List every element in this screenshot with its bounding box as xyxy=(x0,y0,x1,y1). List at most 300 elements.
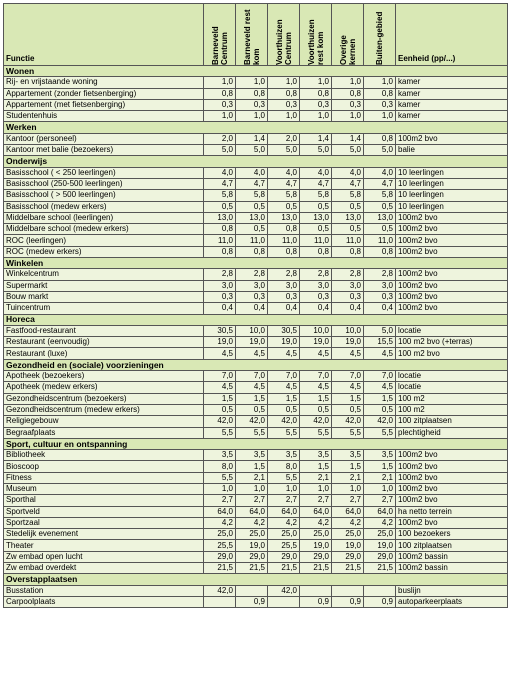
value-cell xyxy=(364,585,396,596)
value-cell: 4,0 xyxy=(204,167,236,178)
value-cell: 2,8 xyxy=(364,269,396,280)
value-cell: 1,5 xyxy=(236,461,268,472)
value-cell: 4,7 xyxy=(236,178,268,189)
value-cell: 3,5 xyxy=(364,450,396,461)
value-cell: 0,3 xyxy=(204,291,236,302)
value-cell: 0,8 xyxy=(268,224,300,235)
value-cell: 0,8 xyxy=(236,88,268,99)
table-row xyxy=(4,111,508,122)
value-cell: 0,3 xyxy=(364,99,396,110)
table-row xyxy=(4,88,508,99)
value-cell: 1,0 xyxy=(300,77,332,88)
column-header-buitengebied: Buiten-gebied xyxy=(364,4,396,66)
row-label: Kantoor (personeel) xyxy=(4,133,204,144)
row-label: Winkelcentrum xyxy=(4,269,204,280)
value-cell: 0,5 xyxy=(300,224,332,235)
row-label: Kantoor met balie (bezoekers) xyxy=(4,145,204,156)
value-cell: 3,5 xyxy=(204,450,236,461)
value-cell: 4,0 xyxy=(268,167,300,178)
value-cell: 4,5 xyxy=(300,382,332,393)
value-cell: 2,0 xyxy=(204,133,236,144)
row-label: Middelbare school (leerlingen) xyxy=(4,212,204,223)
value-cell: 0,3 xyxy=(364,291,396,302)
unit-cell: 100 m2 xyxy=(396,393,508,404)
value-cell: 42,0 xyxy=(268,416,300,427)
value-cell: 42,0 xyxy=(204,416,236,427)
value-cell: 0,3 xyxy=(300,291,332,302)
table-row xyxy=(4,291,508,302)
value-cell: 42,0 xyxy=(268,585,300,596)
unit-cell: buslijn xyxy=(396,585,508,596)
value-cell: 64,0 xyxy=(300,506,332,517)
value-cell: 0,5 xyxy=(332,404,364,415)
unit-cell: kamer xyxy=(396,111,508,122)
value-cell: 2,0 xyxy=(268,133,300,144)
table-row xyxy=(4,551,508,562)
column-header-overige-kernen: Overige kernen xyxy=(332,4,364,66)
row-label: Stedelijk evenement xyxy=(4,529,204,540)
value-cell: 4,5 xyxy=(364,348,396,359)
value-cell: 1,0 xyxy=(300,111,332,122)
unit-cell: 100 m2 bvo xyxy=(396,348,508,359)
section-title: Winkelen xyxy=(4,258,508,269)
table-row xyxy=(4,325,508,336)
row-label: Zw embad open lucht xyxy=(4,551,204,562)
value-cell: 4,0 xyxy=(300,167,332,178)
row-label: Fastfood-restaurant xyxy=(4,325,204,336)
value-cell: 42,0 xyxy=(236,416,268,427)
value-cell: 0,5 xyxy=(204,404,236,415)
unit-cell: 100m2 bassin xyxy=(396,563,508,574)
value-cell: 10,0 xyxy=(300,325,332,336)
row-label: Basisschool (medew erkers) xyxy=(4,201,204,212)
value-cell: 0,3 xyxy=(268,291,300,302)
value-cell: 5,8 xyxy=(364,190,396,201)
value-cell: 1,0 xyxy=(204,77,236,88)
value-cell: 5,5 xyxy=(268,472,300,483)
value-cell: 5,8 xyxy=(204,190,236,201)
value-cell: 0,9 xyxy=(364,596,396,607)
table-row xyxy=(4,269,508,280)
row-label: Zw embad overdekt xyxy=(4,563,204,574)
value-cell: 4,5 xyxy=(268,382,300,393)
value-cell: 21,5 xyxy=(300,563,332,574)
value-cell: 0,8 xyxy=(204,88,236,99)
value-cell: 64,0 xyxy=(204,506,236,517)
value-cell: 25,0 xyxy=(268,529,300,540)
value-cell xyxy=(236,585,268,596)
value-cell: 1,0 xyxy=(204,483,236,494)
value-cell: 0,8 xyxy=(364,246,396,257)
value-cell: 5,5 xyxy=(300,427,332,438)
value-cell: 42,0 xyxy=(364,416,396,427)
table-row xyxy=(4,371,508,382)
value-cell: 4,5 xyxy=(204,348,236,359)
value-cell: 5,8 xyxy=(300,190,332,201)
value-cell: 21,5 xyxy=(364,563,396,574)
value-cell: 4,5 xyxy=(364,382,396,393)
value-cell: 0,5 xyxy=(300,201,332,212)
value-cell: 4,7 xyxy=(204,178,236,189)
row-label: Middelbare school (medew erkers) xyxy=(4,224,204,235)
value-cell: 4,2 xyxy=(204,517,236,528)
unit-cell: 100m2 bvo xyxy=(396,269,508,280)
value-cell: 4,5 xyxy=(300,348,332,359)
unit-cell: 10 leerlingen xyxy=(396,178,508,189)
value-cell: 3,5 xyxy=(300,450,332,461)
value-cell: 5,0 xyxy=(364,145,396,156)
value-cell: 7,0 xyxy=(236,371,268,382)
value-cell: 0,8 xyxy=(268,246,300,257)
table-row xyxy=(4,224,508,235)
table-row xyxy=(4,450,508,461)
value-cell: 25,0 xyxy=(236,529,268,540)
value-cell: 1,5 xyxy=(364,393,396,404)
section-title: Werken xyxy=(4,122,508,133)
table-row xyxy=(4,483,508,494)
value-cell: 1,0 xyxy=(268,483,300,494)
table-row xyxy=(4,303,508,314)
value-cell: 0,8 xyxy=(204,246,236,257)
table-row xyxy=(4,529,508,540)
value-cell: 1,0 xyxy=(332,111,364,122)
value-cell: 19,0 xyxy=(332,337,364,348)
section-header-row xyxy=(4,359,508,370)
row-label: Apotheek (medew erkers) xyxy=(4,382,204,393)
table-body xyxy=(4,66,508,608)
row-label: Rij- en vrijstaande woning xyxy=(4,77,204,88)
value-cell: 19,0 xyxy=(236,540,268,551)
value-cell: 5,5 xyxy=(268,427,300,438)
value-cell: 3,0 xyxy=(236,280,268,291)
unit-cell: autoparkeerplaats xyxy=(396,596,508,607)
value-cell: 1,0 xyxy=(300,483,332,494)
value-cell: 0,8 xyxy=(364,133,396,144)
value-cell: 5,5 xyxy=(204,472,236,483)
value-cell xyxy=(268,596,300,607)
table-row xyxy=(4,212,508,223)
row-label: Apotheek (bezoekers) xyxy=(4,371,204,382)
unit-cell: 10 leerlingen xyxy=(396,201,508,212)
value-cell: 1,5 xyxy=(204,393,236,404)
value-cell: 11,0 xyxy=(236,235,268,246)
value-cell: 0,8 xyxy=(364,88,396,99)
value-cell: 4,2 xyxy=(364,517,396,528)
value-cell: 2,7 xyxy=(236,495,268,506)
value-cell: 5,8 xyxy=(332,190,364,201)
value-cell: 2,7 xyxy=(204,495,236,506)
value-cell: 5,0 xyxy=(332,145,364,156)
unit-cell: 100 bezoekers xyxy=(396,529,508,540)
row-label: Bouw markt xyxy=(4,291,204,302)
table-row xyxy=(4,246,508,257)
section-title: Gezondheid en (sociale) voorzieningen xyxy=(4,359,508,370)
value-cell: 0,8 xyxy=(204,224,236,235)
value-cell: 5,0 xyxy=(268,145,300,156)
value-cell: 4,2 xyxy=(300,517,332,528)
value-cell: 0,8 xyxy=(300,246,332,257)
table-row xyxy=(4,427,508,438)
parking-norms-table-container xyxy=(3,3,507,608)
value-cell: 2,7 xyxy=(268,495,300,506)
table-row xyxy=(4,348,508,359)
section-title: Overstapplaatsen xyxy=(4,574,508,585)
value-cell: 1,5 xyxy=(332,461,364,472)
value-cell: 5,5 xyxy=(332,427,364,438)
value-cell: 0,3 xyxy=(204,99,236,110)
unit-cell: 100m2 bvo xyxy=(396,303,508,314)
unit-cell: kamer xyxy=(396,99,508,110)
value-cell: 8,0 xyxy=(204,461,236,472)
table-row xyxy=(4,77,508,88)
value-cell: 5,8 xyxy=(268,190,300,201)
section-header-row xyxy=(4,438,508,449)
row-label: Restaurant (luxe) xyxy=(4,348,204,359)
value-cell: 3,5 xyxy=(332,450,364,461)
value-cell: 11,0 xyxy=(268,235,300,246)
value-cell: 2,1 xyxy=(236,472,268,483)
value-cell: 25,5 xyxy=(268,540,300,551)
value-cell: 5,5 xyxy=(204,427,236,438)
table-row xyxy=(4,190,508,201)
unit-cell: 100m2 bvo xyxy=(396,224,508,235)
value-cell: 29,0 xyxy=(268,551,300,562)
value-cell: 4,2 xyxy=(332,517,364,528)
value-cell: 0,5 xyxy=(236,224,268,235)
column-header-voorthuizen-rest-kom: Voorthuizen rest kom xyxy=(300,4,332,66)
section-title: Onderwijs xyxy=(4,156,508,167)
value-cell: 8,0 xyxy=(268,461,300,472)
value-cell: 13,0 xyxy=(236,212,268,223)
value-cell: 4,7 xyxy=(268,178,300,189)
value-cell: 0,4 xyxy=(332,303,364,314)
row-label: Supermarkt xyxy=(4,280,204,291)
value-cell: 29,0 xyxy=(364,551,396,562)
value-cell: 25,5 xyxy=(204,540,236,551)
value-cell: 3,0 xyxy=(364,280,396,291)
value-cell: 2,8 xyxy=(332,269,364,280)
value-cell: 4,5 xyxy=(332,348,364,359)
value-cell: 19,0 xyxy=(268,337,300,348)
section-header-row xyxy=(4,258,508,269)
row-label: Sportveld xyxy=(4,506,204,517)
value-cell: 7,0 xyxy=(364,371,396,382)
unit-cell: 100 m2 xyxy=(396,404,508,415)
row-label: Religiegebouw xyxy=(4,416,204,427)
value-cell: 19,0 xyxy=(332,540,364,551)
value-cell: 25,0 xyxy=(332,529,364,540)
value-cell: 25,0 xyxy=(300,529,332,540)
value-cell: 13,0 xyxy=(268,212,300,223)
unit-cell: kamer xyxy=(396,77,508,88)
row-label: Basisschool (250-500 leerlingen) xyxy=(4,178,204,189)
value-cell: 0,9 xyxy=(236,596,268,607)
value-cell: 0,5 xyxy=(204,201,236,212)
value-cell: 19,0 xyxy=(300,540,332,551)
value-cell: 2,1 xyxy=(364,472,396,483)
value-cell: 1,0 xyxy=(268,77,300,88)
value-cell: 19,0 xyxy=(300,337,332,348)
unit-cell: 100m2 bvo xyxy=(396,461,508,472)
row-label: Basisschool ( > 500 leerlingen) xyxy=(4,190,204,201)
value-cell: 2,1 xyxy=(332,472,364,483)
row-label: Bibliotheek xyxy=(4,450,204,461)
value-cell: 0,5 xyxy=(268,404,300,415)
table-row xyxy=(4,495,508,506)
value-cell xyxy=(204,596,236,607)
value-cell: 1,5 xyxy=(364,461,396,472)
table-row xyxy=(4,235,508,246)
value-cell: 2,8 xyxy=(268,269,300,280)
value-cell: 0,5 xyxy=(268,201,300,212)
value-cell: 29,0 xyxy=(332,551,364,562)
value-cell: 1,5 xyxy=(332,393,364,404)
value-cell: 1,5 xyxy=(268,393,300,404)
value-cell: 30,5 xyxy=(204,325,236,336)
table-row xyxy=(4,461,508,472)
unit-cell: 100m2 bvo xyxy=(396,212,508,223)
value-cell: 3,0 xyxy=(300,280,332,291)
section-header-row xyxy=(4,574,508,585)
row-label: Sportzaal xyxy=(4,517,204,528)
table-row xyxy=(4,563,508,574)
value-cell: 1,4 xyxy=(300,133,332,144)
value-cell: 0,4 xyxy=(236,303,268,314)
value-cell: 2,7 xyxy=(300,495,332,506)
value-cell: 21,5 xyxy=(332,563,364,574)
value-cell: 0,4 xyxy=(364,303,396,314)
value-cell: 5,0 xyxy=(236,145,268,156)
unit-cell: 10 leerlingen xyxy=(396,190,508,201)
unit-cell: 100m2 bvo xyxy=(396,246,508,257)
value-cell: 2,8 xyxy=(300,269,332,280)
table-row xyxy=(4,404,508,415)
row-label: Busstation xyxy=(4,585,204,596)
value-cell: 0,3 xyxy=(332,99,364,110)
value-cell: 5,0 xyxy=(364,325,396,336)
value-cell: 7,0 xyxy=(268,371,300,382)
section-title: Sport, cultuur en ontspanning xyxy=(4,438,508,449)
value-cell: 42,0 xyxy=(204,585,236,596)
value-cell: 42,0 xyxy=(332,416,364,427)
table-row xyxy=(4,393,508,404)
unit-cell: ha netto terrein xyxy=(396,506,508,517)
value-cell: 4,5 xyxy=(236,382,268,393)
value-cell: 11,0 xyxy=(300,235,332,246)
unit-cell: locatie xyxy=(396,325,508,336)
value-cell xyxy=(300,585,332,596)
value-cell: 4,7 xyxy=(300,178,332,189)
unit-cell: kamer xyxy=(396,88,508,99)
value-cell: 0,4 xyxy=(268,303,300,314)
value-cell: 4,7 xyxy=(364,178,396,189)
value-cell: 1,0 xyxy=(364,483,396,494)
value-cell: 1,0 xyxy=(204,111,236,122)
value-cell: 64,0 xyxy=(332,506,364,517)
header-row xyxy=(4,4,508,66)
value-cell: 7,0 xyxy=(204,371,236,382)
value-cell: 0,5 xyxy=(364,224,396,235)
value-cell: 1,0 xyxy=(332,77,364,88)
value-cell: 1,5 xyxy=(300,461,332,472)
row-label: Tuincentrum xyxy=(4,303,204,314)
table-row xyxy=(4,201,508,212)
table-row xyxy=(4,178,508,189)
value-cell: 0,5 xyxy=(364,404,396,415)
value-cell: 2,1 xyxy=(300,472,332,483)
row-label: Begraafplaats xyxy=(4,427,204,438)
value-cell: 4,2 xyxy=(236,517,268,528)
table-row xyxy=(4,145,508,156)
unit-cell: 100 zitplaatsen xyxy=(396,540,508,551)
row-label: Basisschool ( < 250 leerlingen) xyxy=(4,167,204,178)
column-header-voorthuizen-centrum: Voorthuizen Centrum xyxy=(268,4,300,66)
column-header-functie: Functie xyxy=(4,4,204,66)
unit-cell: 100m2 bvo xyxy=(396,483,508,494)
value-cell: 1,0 xyxy=(236,111,268,122)
value-cell: 29,0 xyxy=(300,551,332,562)
section-header-row xyxy=(4,156,508,167)
table-row xyxy=(4,133,508,144)
table-row xyxy=(4,280,508,291)
value-cell: 11,0 xyxy=(204,235,236,246)
value-cell: 3,0 xyxy=(268,280,300,291)
value-cell: 4,2 xyxy=(268,517,300,528)
section-title: Horeca xyxy=(4,314,508,325)
value-cell: 0,3 xyxy=(236,291,268,302)
unit-cell: 100m2 bassin xyxy=(396,551,508,562)
value-cell: 0,8 xyxy=(332,88,364,99)
value-cell: 0,4 xyxy=(204,303,236,314)
value-cell: 3,5 xyxy=(268,450,300,461)
row-label: ROC (medew erkers) xyxy=(4,246,204,257)
value-cell: 0,9 xyxy=(300,596,332,607)
row-label: Appartement (met fietsenberging) xyxy=(4,99,204,110)
value-cell: 4,0 xyxy=(236,167,268,178)
value-cell: 0,5 xyxy=(300,404,332,415)
table-row xyxy=(4,167,508,178)
value-cell: 1,0 xyxy=(268,111,300,122)
value-cell: 21,5 xyxy=(236,563,268,574)
unit-cell: 100m2 bvo xyxy=(396,472,508,483)
table-row xyxy=(4,596,508,607)
value-cell: 11,0 xyxy=(364,235,396,246)
unit-cell: 10 leerlingen xyxy=(396,167,508,178)
value-cell: 19,0 xyxy=(236,337,268,348)
column-header-barneveld-centrum: Barneveld Centrum xyxy=(204,4,236,66)
value-cell: 13,0 xyxy=(332,212,364,223)
value-cell: 3,0 xyxy=(204,280,236,291)
value-cell: 21,5 xyxy=(204,563,236,574)
row-label: Restaurant (eenvoudig) xyxy=(4,337,204,348)
value-cell: 2,7 xyxy=(332,495,364,506)
column-header-eenheid: Eenheid (pp/...) xyxy=(396,4,508,66)
row-label: Gezondheidscentrum (bezoekers) xyxy=(4,393,204,404)
value-cell: 7,0 xyxy=(300,371,332,382)
table-row xyxy=(4,517,508,528)
value-cell: 15,5 xyxy=(364,337,396,348)
unit-cell: balie xyxy=(396,145,508,156)
value-cell: 5,5 xyxy=(364,427,396,438)
value-cell: 0,5 xyxy=(332,201,364,212)
row-label: Fitness xyxy=(4,472,204,483)
value-cell: 5,5 xyxy=(236,427,268,438)
column-header-barneveld-rest-kom: Barneveld rest kom xyxy=(236,4,268,66)
value-cell: 13,0 xyxy=(364,212,396,223)
value-cell: 0,3 xyxy=(268,99,300,110)
value-cell: 13,0 xyxy=(204,212,236,223)
value-cell: 10,0 xyxy=(236,325,268,336)
